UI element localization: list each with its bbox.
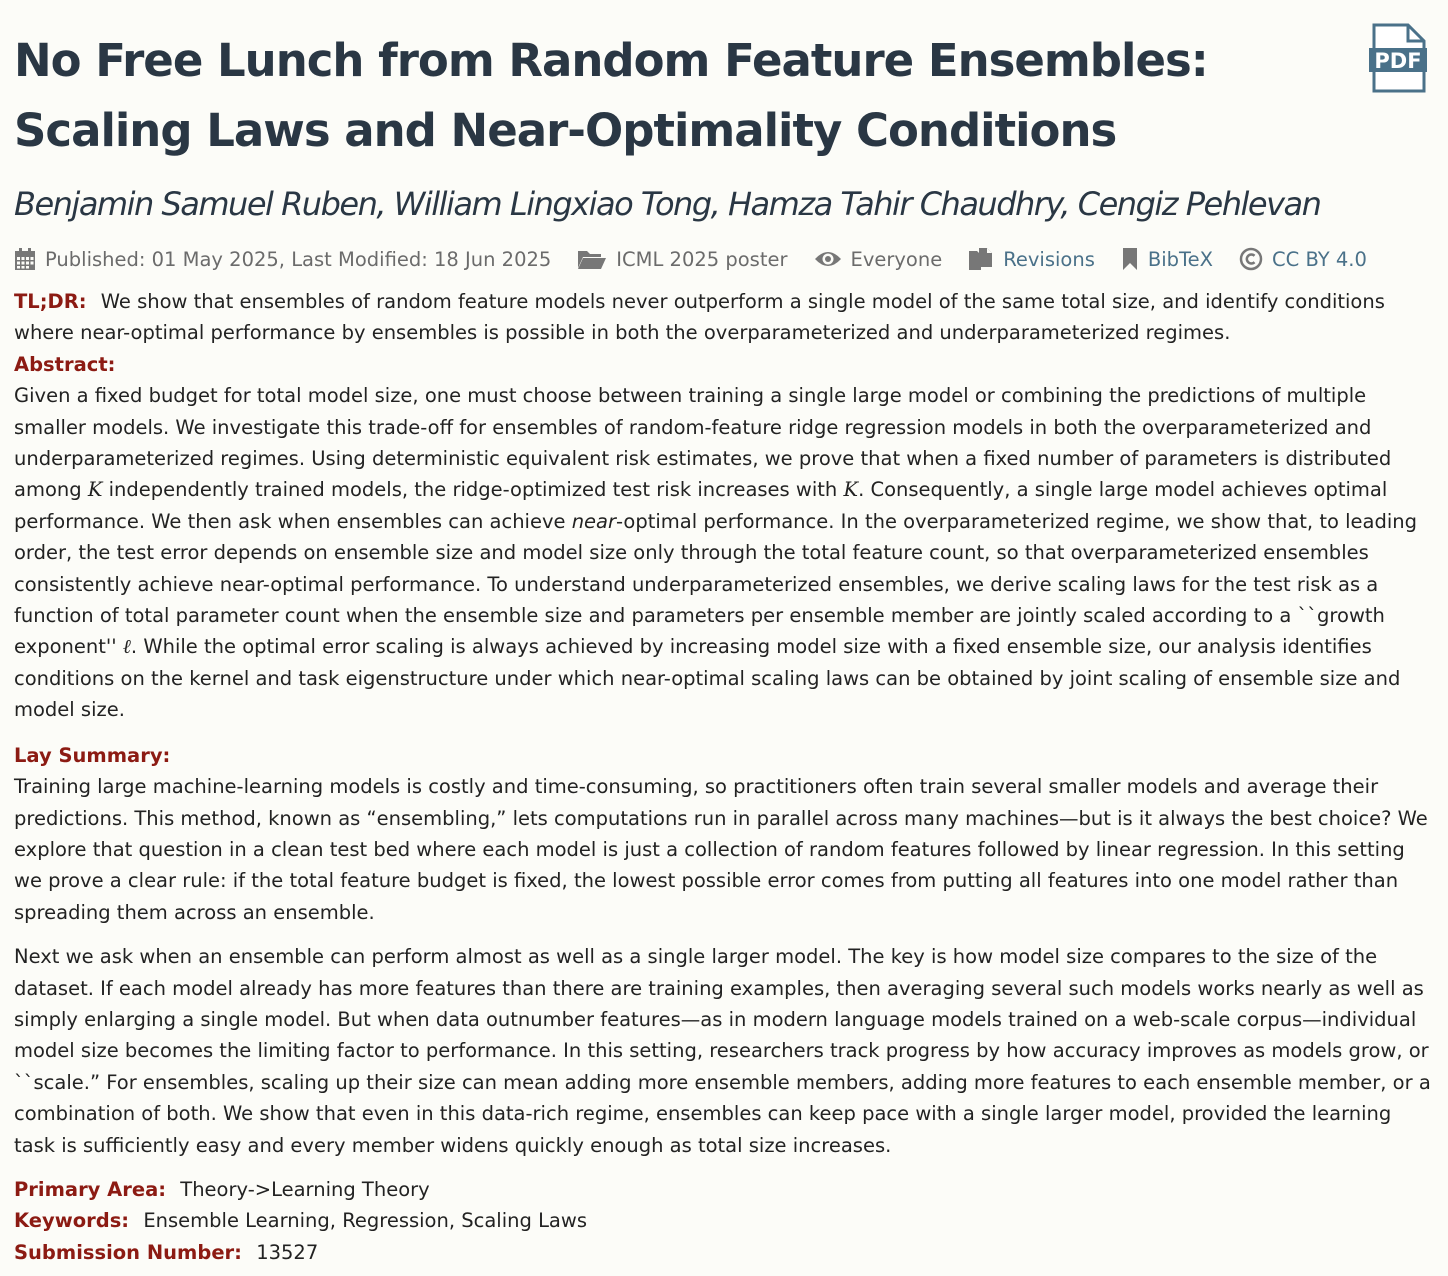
revisions-link[interactable] — [968, 247, 1095, 271]
author-list[interactable]: Benjamin Samuel Ruben, William Lingxiao Tong, Hamza Tahir Chaudhry, Cengiz Pehlevan — [14, 185, 1321, 223]
paper-title: No Free Lunch from Random Feature Ensembles: Scaling Laws and Near-Optimality Conditions — [14, 34, 1208, 157]
meta-readers — [814, 248, 943, 271]
submission-number-field — [14, 1237, 1434, 1268]
keywords-field — [14, 1205, 1434, 1236]
license-link[interactable] — [1239, 247, 1367, 271]
lay-summary-paragraph: Next we ask when an ensemble can perform almost as well as a single larger model. The key is how model size compares to the size of the dataset. If each model already has more features than there are training examples, then averaging several such models works nearly as well as simply enlarging a single model. But when data outnumber features—as in modern language models trained on a web-scale corpus—individual model size becomes the limiting factor to performance. In this setting, researchers track progress by how accuracy improves as models grow, or ``scale.” For ensembles, scaling up their size can mean adding more ensemble members, adding more features to each ensemble member, or a combination of both. We show that even in this data-rich regime, ensembles can keep pace with a single larger model, provided the learning task is sufficiently easy and every member widens quickly enough as total size increases. — [14, 945, 1431, 1157]
keywords-value: Ensemble Learning, Regression, Scaling Laws — [143, 1209, 587, 1233]
abstract-field — [14, 349, 1434, 726]
math-k: K — [87, 478, 103, 502]
folder-open-icon — [577, 248, 607, 270]
primary-area-value: Theory->Learning Theory — [180, 1177, 430, 1201]
documents-icon — [968, 247, 994, 271]
note-content — [14, 286, 1434, 1268]
pdf-icon-label: PDF — [1374, 49, 1422, 73]
abstract-label: Abstract: — [14, 352, 116, 376]
tldr-field — [14, 286, 1434, 349]
keywords-label: Keywords: — [14, 1209, 130, 1233]
calendar-icon — [14, 247, 36, 271]
meta-dates-text: Published: 01 May 2025, Last Modified: 18 Jun 2025 — [45, 247, 552, 271]
meta-bar — [14, 244, 1434, 274]
bibtex-link-label: BibTeX — [1147, 247, 1214, 271]
pdf-download-link[interactable] — [1368, 22, 1428, 94]
submission-number-value: 13527 — [256, 1240, 319, 1264]
meta-venue-text: ICML 2025 poster — [616, 247, 788, 271]
primary-area-field — [14, 1174, 1434, 1205]
meta-readers-text: Everyone — [850, 247, 943, 271]
pdf-icon — [1368, 22, 1428, 94]
meta-dates — [14, 247, 551, 271]
tldr-text: We show that ensembles of random feature models never outperform a single model of the same total size, and identify conditions where near-optimal performance by ensembles is possible in both the overparameterized and underparameterized regimes. — [14, 290, 1385, 345]
lay-summary-label: Lay Summary: — [14, 743, 171, 767]
lay-summary-paragraph: Training large machine-learning models is costly and time-consuming, so practitioners often train several smaller models and average their predictions. This method, known as “ensembling,” lets computations run in parallel across many machines—but is it always the best choice? We explore that question in a clean test bed where each model is just a collection of random features followed by linear regression. In this setting we prove a clear rule: if the total feature budget is fixed, the lowest possible error comes from putting all features into one model rather than spreading them across an ensemble. — [14, 775, 1428, 924]
math-ell: ℓ — [122, 635, 131, 659]
meta-venue — [577, 248, 787, 271]
bookmark-icon — [1121, 247, 1139, 271]
lay-summary-field — [14, 740, 1434, 1161]
creative-commons-icon — [1239, 247, 1263, 271]
note-page — [14, 0, 1434, 1268]
emphasis-near: near — [571, 509, 617, 533]
math-k: K — [843, 478, 859, 502]
eye-icon — [814, 249, 842, 269]
license-link-label: CC BY 4.0 — [1272, 247, 1367, 271]
primary-area-label: Primary Area: — [14, 1177, 167, 1201]
abstract-text: Given a fixed budget for total model size, one must choose between training a single large model or combining the predictions of multiple smaller models. We investigate this trade-off for ensembles of random-feature ridge regression models in both the overparameterized and underparameterized regimes. Using deterministic equivalent risk estimates, we prove that when a fixed number of parameters is distributed among K independently trained models, the ridge-optimized test risk increases with K. Consequently, a single large model achieves optimal performance. We then ask when ensembles can achieve near-optimal performance. In the overparameterized regime, we show that, to leading order, the test error depends on ensemble size and model size only through the total feature count, so that overparameterized ensembles consistently achieve near-optimal performance. To understand underparameterized ensembles, we derive scaling laws for the test risk as a function of total parameter count when the ensemble size and parameters per ensemble member are jointly scaled according to a ``growth exponent'' ℓ. While the optimal error scaling is always achieved by increasing model size with a fixed ensemble size, our analysis identifies conditions on the kernel and task eigenstructure under which near-optimal scaling laws can be obtained by joint scaling of ensemble size and model size. — [14, 384, 1417, 722]
submission-number-label: Submission Number: — [14, 1240, 242, 1264]
bibtex-link[interactable] — [1121, 247, 1213, 271]
revisions-link-label: Revisions — [1003, 247, 1095, 271]
title-row — [14, 0, 1434, 166]
tldr-label: TL;DR: — [14, 290, 87, 313]
